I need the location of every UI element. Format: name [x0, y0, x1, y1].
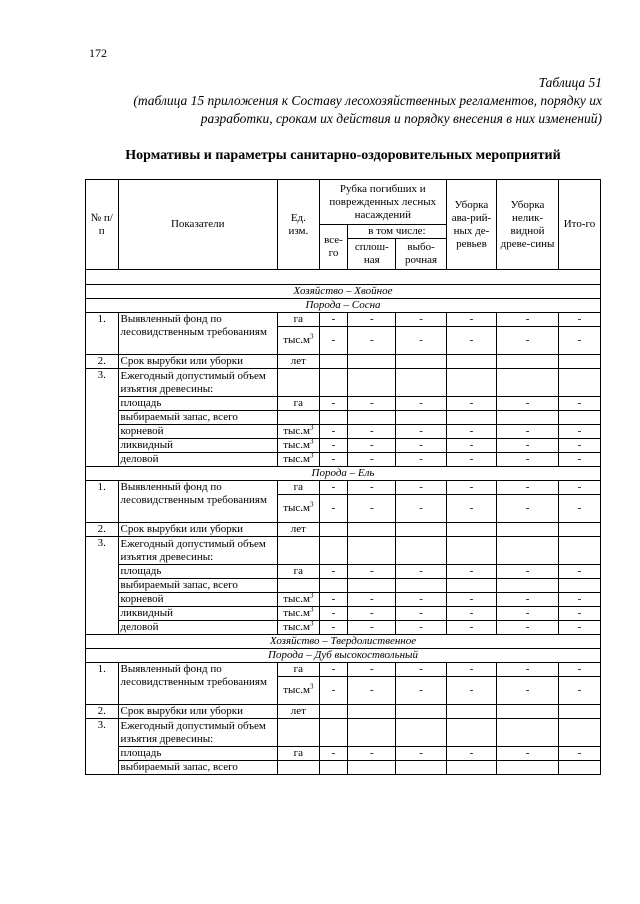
unit-text: тыс.м	[283, 502, 311, 514]
cell	[446, 705, 496, 719]
cell: -	[348, 677, 396, 705]
cell	[396, 579, 446, 593]
unit-sup: 3	[310, 452, 314, 460]
cell: -	[558, 677, 600, 705]
cell	[277, 719, 319, 747]
term-label: Срок вырубки или уборки	[118, 705, 277, 719]
cell: -	[319, 593, 347, 607]
cell: -	[348, 607, 396, 621]
breed-spruce: Порода – Ель	[86, 467, 601, 481]
header-illiquid: Уборка нелик-видной древе-сины	[497, 180, 559, 270]
cell	[348, 719, 396, 747]
cell: -	[497, 565, 559, 579]
unit-thm3	[277, 439, 319, 453]
cell: -	[446, 621, 496, 635]
cell	[348, 411, 396, 425]
volume-label: Ежегодный допустимый объем изъятия древесины:	[118, 369, 277, 397]
cell: -	[497, 439, 559, 453]
cell: -	[319, 453, 347, 467]
cell	[396, 411, 446, 425]
cell	[558, 579, 600, 593]
cell: -	[348, 397, 396, 411]
section-conifer: Хозяйство – Хвойное	[86, 285, 601, 299]
cell	[497, 369, 559, 397]
liquid-label: ликвидный	[118, 607, 277, 621]
cell	[277, 579, 319, 593]
cell: -	[446, 397, 496, 411]
cell	[558, 537, 600, 565]
unit-ha: га	[277, 397, 319, 411]
cell	[396, 705, 446, 719]
unit-thm3	[277, 495, 319, 523]
fund-label: Выявленный фонд по лесовидственным требованиям	[118, 481, 277, 523]
cell: -	[348, 663, 396, 677]
unit-thm3	[277, 621, 319, 635]
stock-label: выбираемый запас, всего	[118, 761, 277, 775]
cell	[348, 523, 396, 537]
area-label: площадь	[118, 565, 277, 579]
cell	[446, 355, 496, 369]
cell: -	[348, 313, 396, 327]
cell: -	[558, 621, 600, 635]
cell: -	[319, 621, 347, 635]
cell	[319, 705, 347, 719]
cell: -	[497, 453, 559, 467]
cell	[396, 355, 446, 369]
cell: -	[348, 481, 396, 495]
cell: -	[497, 481, 559, 495]
unit-sup: 3	[310, 620, 314, 628]
cell: -	[348, 453, 396, 467]
row-num: 2.	[86, 355, 119, 369]
cell: -	[446, 747, 496, 761]
volume-label: Ежегодный допустимый объем изъятия древесины:	[118, 719, 277, 747]
cell: -	[446, 439, 496, 453]
cell: -	[319, 565, 347, 579]
unit-thm3	[277, 677, 319, 705]
cell: -	[396, 495, 446, 523]
cell	[277, 411, 319, 425]
row-num: 3.	[86, 369, 119, 467]
unit-text: тыс.м	[283, 593, 311, 605]
commercial-label: деловой	[118, 621, 277, 635]
cell: -	[497, 663, 559, 677]
breed-oak: Порода – Дуб высокоствольный	[86, 649, 601, 663]
unit-sup: 3	[310, 682, 314, 691]
unit-sup: 3	[310, 332, 314, 341]
cell: -	[558, 593, 600, 607]
unit-thm3	[277, 607, 319, 621]
unit-text: тыс.м	[283, 621, 311, 633]
cell: -	[558, 747, 600, 761]
row-num: 2.	[86, 523, 119, 537]
cell	[396, 537, 446, 565]
fund-label: Выявленный фонд по лесовидственным требованиям	[118, 313, 277, 355]
fund-label: Выявленный фонд по лесовидственным требованиям	[118, 663, 277, 705]
cell	[348, 761, 396, 775]
unit-sup: 3	[310, 438, 314, 446]
cell: -	[319, 607, 347, 621]
cell	[497, 411, 559, 425]
header-total: все-го	[319, 225, 347, 270]
table-caption	[132, 74, 602, 128]
unit-years: лет	[277, 355, 319, 369]
header-felling: Рубка погибших и поврежденных лесных насаждений	[319, 180, 446, 225]
cell	[497, 719, 559, 747]
cell: -	[446, 495, 496, 523]
cell: -	[446, 607, 496, 621]
header-selective: выбо-рочная	[396, 239, 446, 270]
cell: -	[558, 481, 600, 495]
breed-pine: Порода – Сосна	[86, 299, 601, 313]
cell	[319, 579, 347, 593]
cell: -	[348, 495, 396, 523]
cell	[497, 537, 559, 565]
cell: -	[446, 663, 496, 677]
header-clear: сплош-ная	[348, 239, 396, 270]
cell: -	[558, 439, 600, 453]
cell	[348, 705, 396, 719]
root-label: корневой	[118, 593, 277, 607]
unit-text: тыс.м	[283, 334, 311, 346]
cell: -	[558, 565, 600, 579]
term-label: Срок вырубки или уборки	[118, 355, 277, 369]
row-num: 3.	[86, 719, 119, 775]
cell: -	[396, 453, 446, 467]
cell: -	[558, 313, 600, 327]
cell	[396, 523, 446, 537]
cell	[446, 719, 496, 747]
cell: -	[497, 313, 559, 327]
cell: -	[558, 495, 600, 523]
cell: -	[446, 327, 496, 355]
cell	[446, 579, 496, 593]
header-num: № п/п	[86, 180, 119, 270]
cell	[558, 761, 600, 775]
cell	[348, 369, 396, 397]
unit-text: тыс.м	[283, 425, 311, 437]
cell: -	[446, 593, 496, 607]
cell	[558, 369, 600, 397]
cell	[497, 523, 559, 537]
liquid-label: ликвидный	[118, 439, 277, 453]
cell	[319, 537, 347, 565]
unit-sup: 3	[310, 592, 314, 600]
term-label: Срок вырубки или уборки	[118, 523, 277, 537]
cell: -	[446, 453, 496, 467]
cell	[396, 761, 446, 775]
cell	[348, 537, 396, 565]
cell: -	[319, 677, 347, 705]
cell: -	[558, 607, 600, 621]
table-number: Таблица 51	[538, 75, 602, 90]
unit-thm3	[277, 593, 319, 607]
area-label: площадь	[118, 747, 277, 761]
cell	[348, 355, 396, 369]
cell: -	[319, 313, 347, 327]
cell	[497, 355, 559, 369]
unit-ha: га	[277, 565, 319, 579]
cell	[277, 537, 319, 565]
cell: -	[446, 565, 496, 579]
unit-sup: 3	[310, 500, 314, 509]
cell: -	[396, 327, 446, 355]
cell	[497, 761, 559, 775]
cell: -	[396, 677, 446, 705]
unit-thm3	[277, 453, 319, 467]
row-num: 1.	[86, 663, 119, 705]
cell: -	[497, 677, 559, 705]
spacer-row	[86, 270, 601, 285]
cell: -	[446, 313, 496, 327]
page-number: 172	[89, 46, 107, 60]
unit-ha: га	[277, 663, 319, 677]
area-label: площадь	[118, 397, 277, 411]
cell: -	[497, 621, 559, 635]
cell: -	[348, 747, 396, 761]
cell: -	[396, 621, 446, 635]
cell: -	[319, 439, 347, 453]
cell	[446, 761, 496, 775]
cell	[319, 719, 347, 747]
cell	[319, 369, 347, 397]
cell: -	[319, 481, 347, 495]
cell: -	[396, 565, 446, 579]
unit-thm3	[277, 327, 319, 355]
header-sum: Ито-го	[558, 180, 600, 270]
cell: -	[558, 453, 600, 467]
unit-years: лет	[277, 523, 319, 537]
unit-sup: 3	[310, 606, 314, 614]
cell	[558, 355, 600, 369]
cell: -	[558, 397, 600, 411]
cell: -	[497, 495, 559, 523]
cell: -	[446, 677, 496, 705]
cell: -	[396, 439, 446, 453]
header-unit: Ед. изм.	[277, 180, 319, 270]
cell	[558, 719, 600, 747]
cell	[319, 523, 347, 537]
cell: -	[319, 425, 347, 439]
cell: -	[348, 327, 396, 355]
cell: -	[348, 439, 396, 453]
header-indicator: Показатели	[118, 180, 277, 270]
cell: -	[497, 397, 559, 411]
cell: -	[396, 747, 446, 761]
cell: -	[396, 397, 446, 411]
cell: -	[497, 425, 559, 439]
document-title: Нормативы и параметры санитарно-оздоровительных мероприятий	[125, 148, 561, 163]
cell: -	[497, 593, 559, 607]
unit-text: тыс.м	[283, 439, 311, 451]
cell: -	[348, 593, 396, 607]
section-hardwood: Хозяйство – Твердолиственное	[86, 635, 601, 649]
cell	[319, 761, 347, 775]
cell: -	[396, 593, 446, 607]
cell: -	[348, 621, 396, 635]
cell	[396, 719, 446, 747]
cell: -	[319, 663, 347, 677]
cell: -	[558, 663, 600, 677]
row-num: 1.	[86, 481, 119, 523]
stock-label: выбираемый запас, всего	[118, 411, 277, 425]
root-label: корневой	[118, 425, 277, 439]
cell: -	[348, 425, 396, 439]
unit-text: тыс.м	[283, 453, 311, 465]
cell: -	[497, 327, 559, 355]
unit-ha: га	[277, 747, 319, 761]
cell: -	[396, 425, 446, 439]
cell: -	[558, 425, 600, 439]
cell: -	[446, 481, 496, 495]
cell	[446, 537, 496, 565]
cell	[497, 705, 559, 719]
cell	[446, 411, 496, 425]
unit-text: тыс.м	[283, 607, 311, 619]
cell	[396, 369, 446, 397]
cell: -	[319, 747, 347, 761]
stock-label: выбираемый запас, всего	[118, 579, 277, 593]
unit-thm3	[277, 425, 319, 439]
cell	[319, 411, 347, 425]
cell: -	[558, 327, 600, 355]
cell: -	[396, 313, 446, 327]
commercial-label: деловой	[118, 453, 277, 467]
row-num: 1.	[86, 313, 119, 355]
cell	[446, 369, 496, 397]
cell	[558, 411, 600, 425]
unit-ha: га	[277, 481, 319, 495]
cell: -	[319, 397, 347, 411]
cell	[497, 579, 559, 593]
table-reference: (таблица 15 приложения к Составу лесохозяйственных регламентов, порядку их разработки, срокам их действия и порядку внесения в них изменений)	[133, 93, 602, 126]
unit-years: лет	[277, 705, 319, 719]
cell: -	[446, 425, 496, 439]
cell: -	[319, 327, 347, 355]
unit-text: тыс.м	[283, 684, 311, 696]
cell: -	[396, 607, 446, 621]
cell	[277, 761, 319, 775]
cell: -	[396, 663, 446, 677]
cell: -	[396, 481, 446, 495]
row-num: 3.	[86, 537, 119, 635]
cell	[558, 523, 600, 537]
unit-sup: 3	[310, 424, 314, 432]
cell: -	[497, 607, 559, 621]
cell	[558, 705, 600, 719]
cell	[348, 579, 396, 593]
row-num: 2.	[86, 705, 119, 719]
cell	[446, 523, 496, 537]
cell: -	[348, 565, 396, 579]
cell: -	[497, 747, 559, 761]
unit-ha: га	[277, 313, 319, 327]
header-emergency: Уборка ава-рий-ных де-ревьев	[446, 180, 496, 270]
volume-label: Ежегодный допустимый объем изъятия древесины:	[118, 537, 277, 565]
cell	[319, 355, 347, 369]
header-incl: в том числе:	[348, 225, 447, 239]
norms-table	[85, 179, 601, 775]
cell: -	[319, 495, 347, 523]
cell	[277, 369, 319, 397]
